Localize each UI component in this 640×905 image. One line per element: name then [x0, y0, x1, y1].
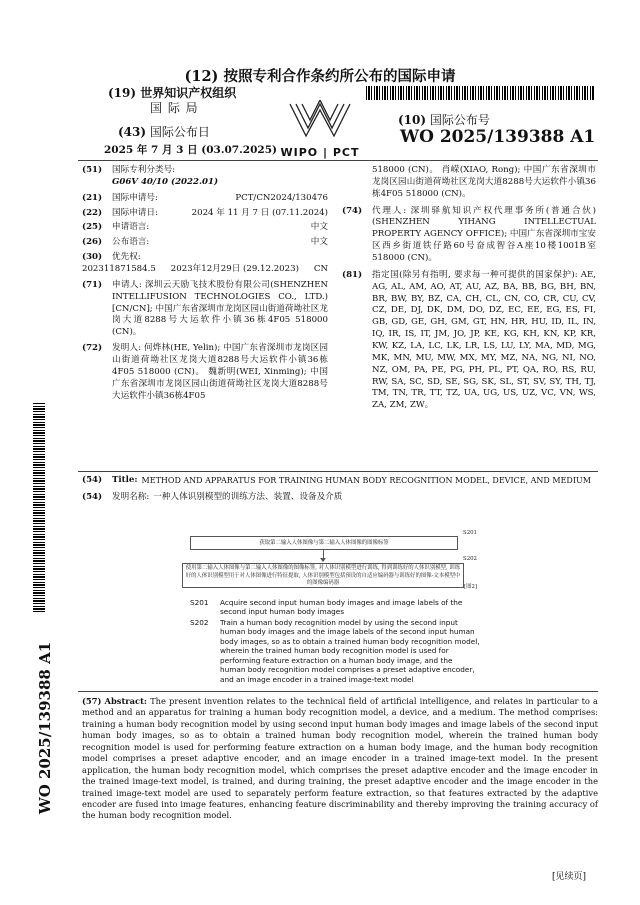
figure-label: [图2] [464, 584, 478, 590]
side-publication-number: WO 2025/139388 A1 [36, 641, 54, 815]
org-line1: 世界知识产权组织 [140, 86, 237, 100]
field-25 [82, 222, 328, 234]
caption-step: S202 [190, 617, 209, 627]
field-label: 国际申请号: [112, 192, 158, 203]
designated-states-text: 指定国(除另有指明, 要求每一种可提供的国家保护): AE, AG, AL, AM, AO, AT, AU, AZ, BA, BB, BG, BH, BN, BR, BW, BY, BZ, CA, CH, CL, CN, CO, CR, CU, CV, CZ, DE, DJ, DK, DM, DO, DZ, EC, EE, EG, ES, FI, GB, GD, GE, GH, GM, GT, HN, HR, HU, ID, IL, IN, IQ, IR, IS, IT, JM, JO, JP, KE, KG, KH, KN, KP, KR, KW, KZ, LA, LC, LK, LR, LS, LU, LY, MA, MD, MG, MK, MN, MU, MW, MX, MY, MZ, NA, NG, NI, NO, NZ, OM, PA, PE, PG, PH, PL, PT, QA, RO, RS, RU, RW, SA, SC, SD, SE, SG, SK, SL, ST, SV, SY, TH, TJ, TM, TN, TR, TT, TZ, UA, UG, US, UZ, VC, VN, WS, ZA, ZM, ZW。 [372, 269, 596, 411]
field-26 [82, 237, 328, 249]
field-num: (54) [82, 475, 103, 485]
field-value: 2024 年 11 月 7 日 (07.11.2024) [191, 207, 328, 218]
arrow-head-icon [320, 558, 326, 562]
biblio-right [342, 165, 596, 412]
inventor-text: 发明人: 何烨林(HE, Yelin); 中国广东省深圳市龙岗区园山街道荷坳社区龙岗大道8288号大运软件小镇36栋4F05 518000 (CN)。 魏新明(WEI, Xinming); 中国广东省深圳市龙岗区园山街道荷坳社区龙岗大道8288号大运软件小镇36栋4F05 [112, 343, 328, 401]
priority-country: CN [313, 264, 328, 275]
flow-step-s201: S201 [463, 530, 477, 536]
title-en [82, 475, 596, 487]
divider-top [78, 160, 598, 161]
field-num: (30) [82, 252, 103, 263]
field-num: (54) [82, 492, 103, 502]
field-value: 中文 [310, 222, 328, 233]
pubdate-label: 国际公布日 [149, 125, 210, 139]
caption-s202 [190, 618, 480, 684]
flow-box-s202: 使用第二输入人体图像与第二输入人体图像的图像标签, 对人体识别模型进行训练, 得到训练好的人体识别模型, 训练好的人体识别模型用于对人体图像进行特征提取, 人体识别模型包括预设的自适应编码器与训练好的图像-文本模型中的图像编码器 [182, 563, 464, 588]
org-num: (19) [108, 86, 137, 100]
field-num: (25) [82, 222, 103, 233]
field-label: 国际专利分类号: [112, 165, 176, 175]
title-en-value: METHOD AND APPARATUS FOR TRAINING HUMAN BODY RECOGNITION MODEL, DEVICE, AND MEDIUM [141, 476, 591, 485]
field-51 [82, 165, 328, 189]
field-num: (74) [342, 205, 363, 216]
field-74 [342, 206, 596, 265]
pubdate-value: 2025 年 7 月 3 日 (03.07.2025) [104, 144, 277, 156]
pubno-heading [398, 113, 490, 128]
field-label: 公布语言: [112, 237, 150, 248]
org-line2: 国 际 局 [150, 101, 199, 115]
field-21 [82, 193, 328, 205]
inventor-text-cont: 518000 (CN)。 肖嵘(XIAO, Rong); 中国广东省深圳市龙岗区园山街道荷坳社区龙岗大道8288号大运软件小镇36栋4F05 518000 (CN)。 [372, 165, 596, 199]
abstract-num: (57) [82, 696, 102, 706]
pubno-label: 国际公布号 [429, 113, 490, 127]
field-value: 中文 [310, 237, 328, 248]
field-72-cont [342, 165, 596, 201]
field-num: (72) [82, 343, 103, 354]
pubdate-heading [118, 125, 210, 140]
org-name [108, 86, 236, 101]
title-zh-value: 一种人体识别模型的训练方法、装置、设备及介质 [153, 492, 343, 502]
abstract [82, 696, 598, 822]
title-en-label: Title: [112, 475, 138, 485]
wipo-logo-text: WIPO | PCT [280, 146, 360, 159]
caption-text: Train a human body recognition model by using the second input human body images and the image labels of the second input human body images, so as to obtain a trained human body recognition model, wherein the trained human body recognition model is used for performing feature extraction on a human body image, and the human body recognition model comprises a preset adaptive encoder, and an image encoder in a trained image-text model [220, 617, 480, 684]
field-value: G06V 40/10 (2022.01) [112, 176, 219, 187]
field-num [342, 165, 372, 201]
field-81 [342, 270, 596, 412]
divider-abstract [78, 691, 598, 692]
priority-date: 2023年12月29日 (29.12.2023) [170, 264, 299, 275]
field-22 [82, 208, 328, 220]
caption-step: S201 [190, 598, 209, 607]
caption-text: Acquire second input human body images and image labels of the second input human body images [220, 598, 463, 617]
field-num: (71) [82, 279, 103, 290]
title-zh [82, 492, 596, 504]
title-zh-label: 发明名称: [112, 492, 150, 502]
field-label: 优先权: [112, 252, 141, 263]
figure-captions [190, 598, 480, 684]
field-num: (26) [82, 237, 103, 248]
priority-row [82, 264, 328, 276]
abstract-text: The present invention relates to the technical field of artificial intelligence, and relates in particular to a method and an apparatus for training a human body recognition model, a device, and a medium. The method comprises: training a human body recognition model by using second input human body images and image labels of the second input human body images, so as to obtain a trained human body recognition model, wherein the trained human body recognition model is used for performing feature extraction on a human body image, and the human body recognition model comprises a preset adaptive encoder, and an image encoder in a trained image-text model. In the present application, the human body recognition model, which comprises the preset adaptive encoder and the image encoder in the trained image-text model, is trained, and during training, the preset adaptive encoder and the image encoder in the trained image-text model are used to separately perform feature extraction, so that features extracted by the adaptive encoder are fused into image features, enhancing feature discriminability and thereby improving the training accuracy of the human body recognition model. [82, 696, 599, 821]
pubno-num: (10) [398, 113, 427, 127]
wipo-emblem-icon [276, 100, 364, 140]
continued-note: [见续页] [552, 872, 587, 882]
flow-step-s202: S202 [463, 556, 477, 562]
pubno-value: WO 2025/139388 A1 [400, 127, 596, 147]
field-num: (22) [82, 207, 103, 218]
priority-number: 202311871584.5 [82, 264, 156, 275]
field-num: (51) [82, 165, 103, 175]
agent-text: 代理人: 深圳驿航知识产权代理事务所(普通合伙) (SHENZHEN YIHANG INTELLECTUAL PROPERTY AGENCY OFFICE); 中国广东省深圳市宝安区西乡街道铁仔路60号奋成智谷A座10楼1001B室 518000 (CN)。 [372, 205, 596, 264]
flow-box-s201: 获取第二输入人体图像与第二输入人体图像的图像标签 [190, 536, 458, 550]
caption-s201 [190, 598, 480, 617]
barcode-top [366, 86, 594, 100]
biblio-left [82, 165, 328, 402]
field-label: 申请语言: [112, 222, 150, 233]
applicant-text: 申请人: 深圳云天励飞技术股份有限公司(SHENZHEN INTELLIFUSION TECHNOLOGIES CO., LTD.) [CN/CN]; 中国广东省深圳市龙岗区园山街道荷坳社区龙岗大道8288号大运软件小镇36栋4F05 518000 (CN)。 [112, 279, 328, 338]
publication-title: (12) 按照专利合作条约所公布的国际申请 [184, 68, 456, 85]
field-num: (21) [82, 192, 103, 203]
divider-title [78, 471, 598, 472]
abstract-label: Abstract: [104, 696, 147, 706]
barcode-side [33, 402, 45, 612]
field-30 [82, 252, 328, 264]
field-72 [82, 343, 328, 402]
field-value: PCT/CN2024/130476 [235, 192, 328, 203]
field-71 [82, 280, 328, 339]
pubdate-num: (43) [118, 125, 147, 139]
field-num: (81) [342, 269, 363, 280]
wipo-logo [276, 100, 364, 158]
field-label: 国际申请日: [112, 207, 158, 218]
